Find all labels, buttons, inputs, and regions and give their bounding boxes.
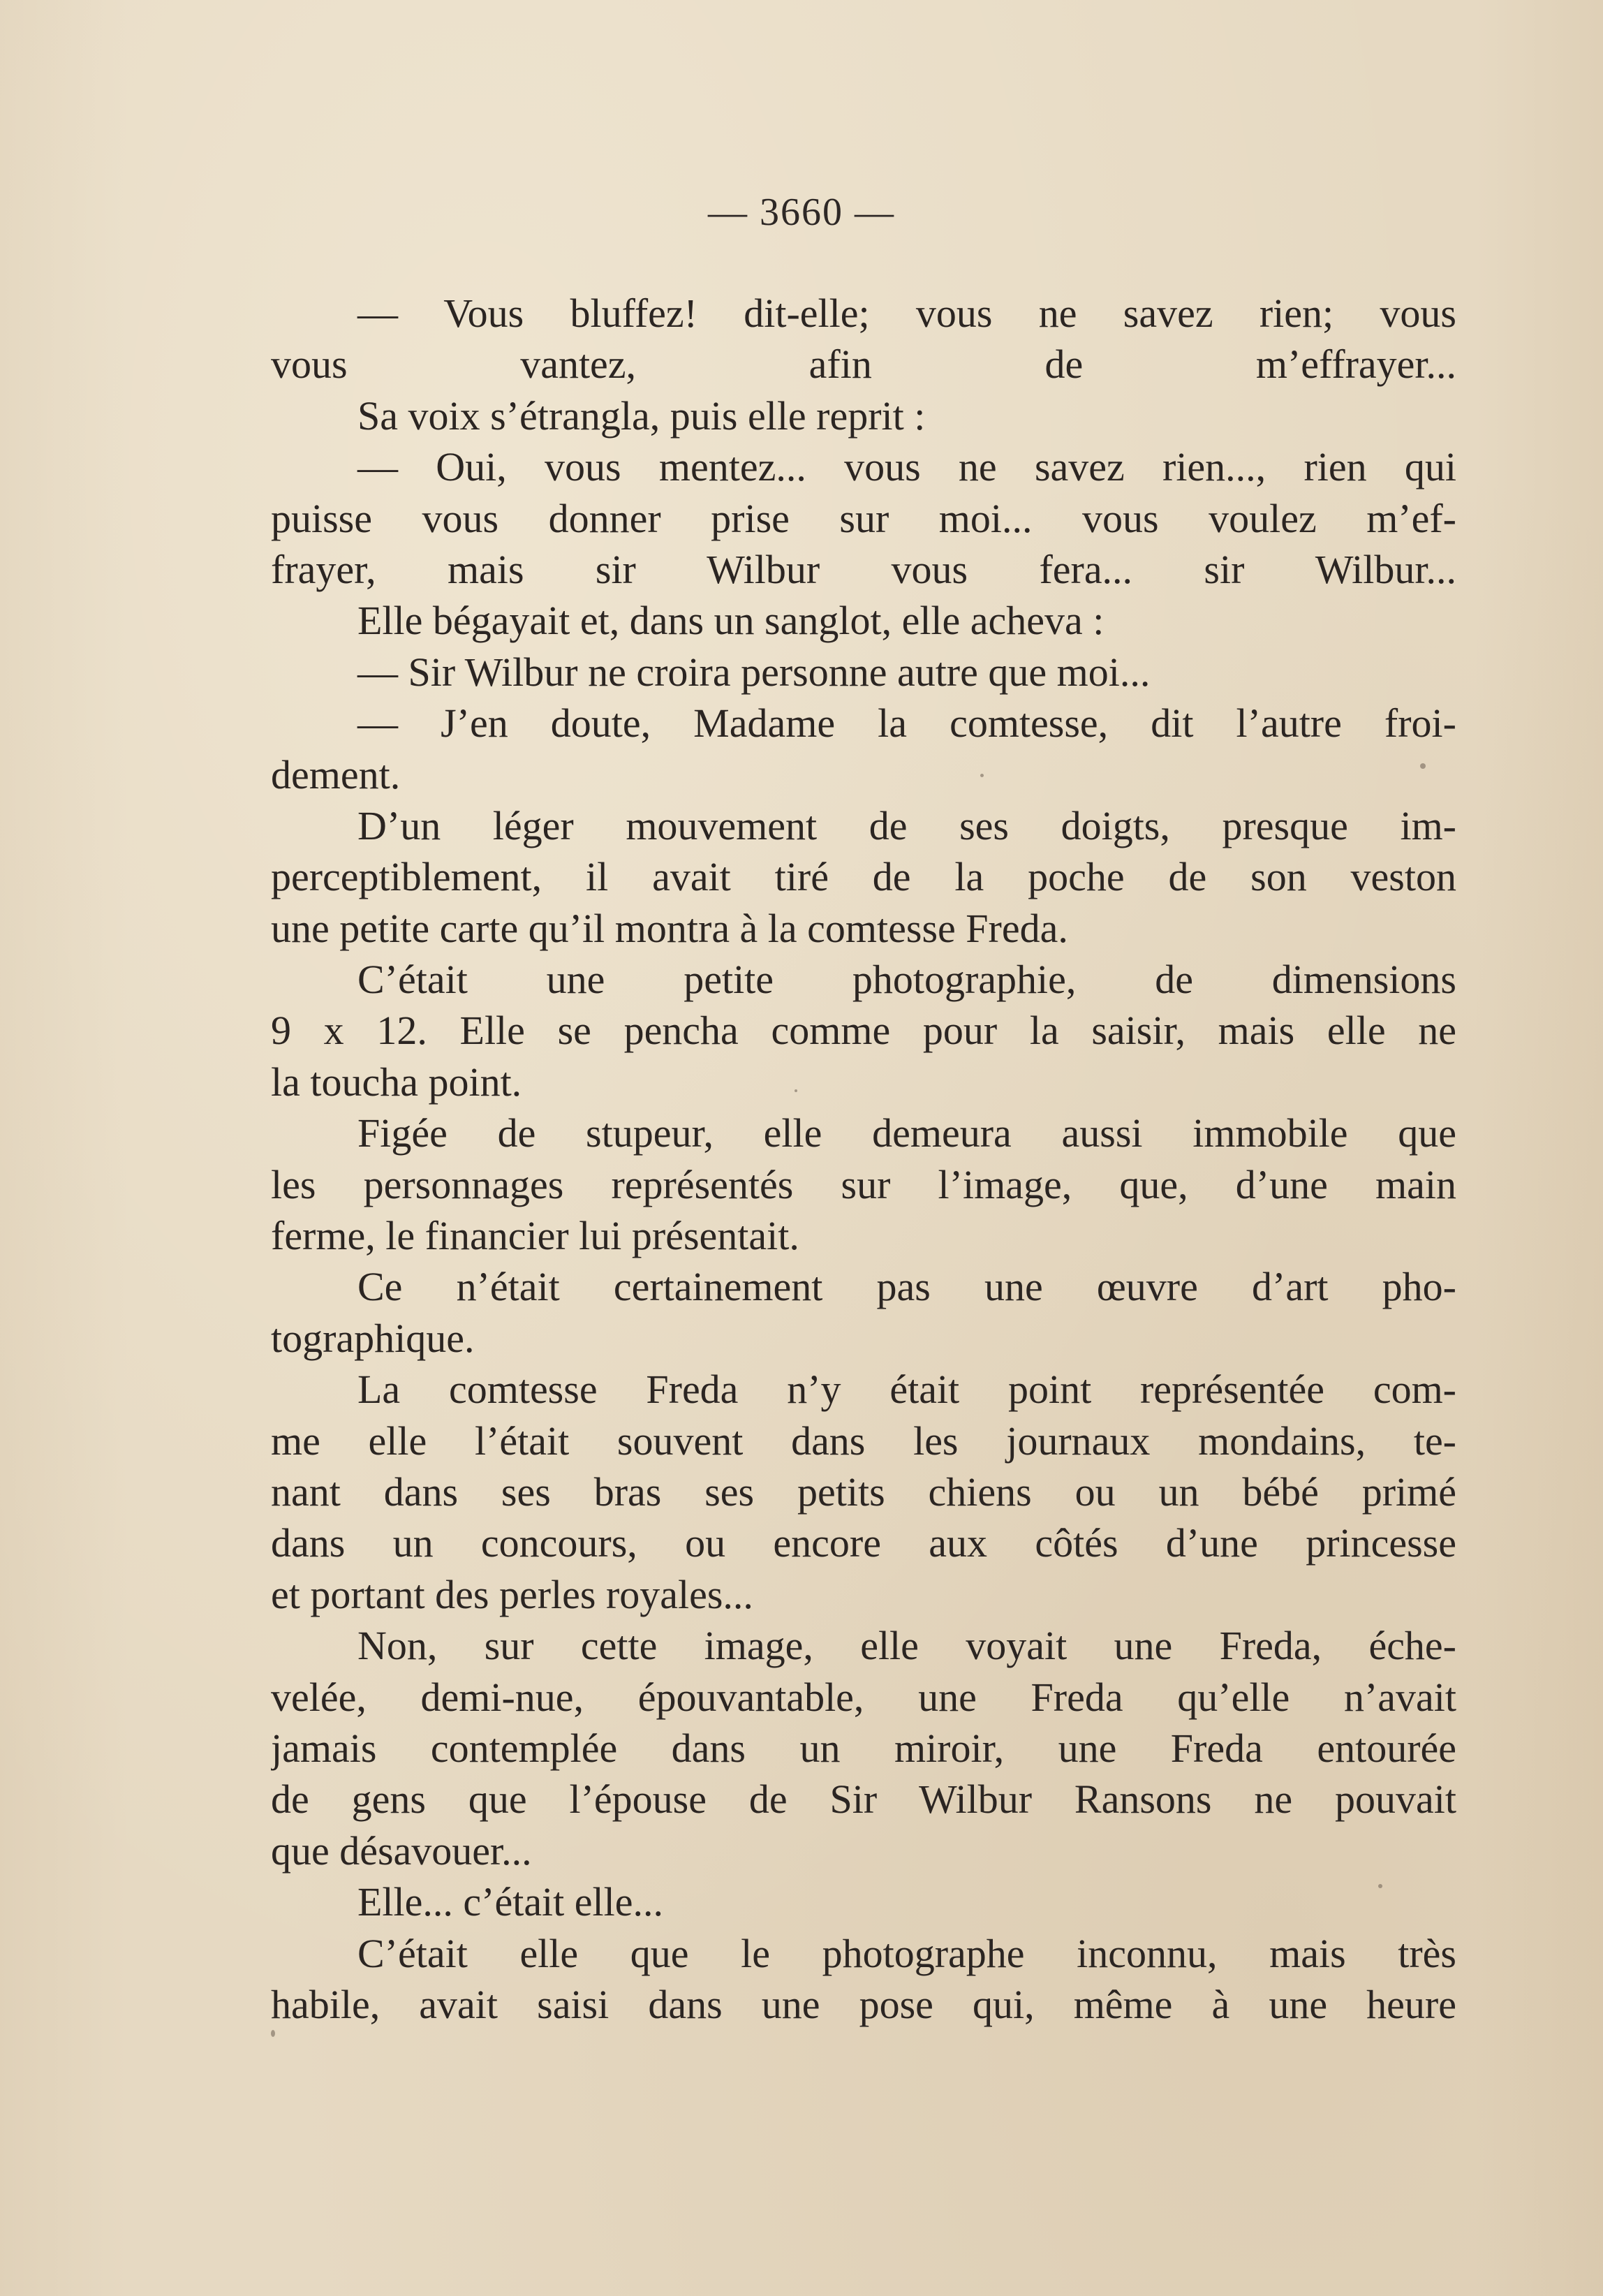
text-line: velée, demi-nue, épouvantable, une Freda qu’elle n’avait bbox=[271, 1674, 1456, 1720]
paper-speck bbox=[795, 1089, 797, 1092]
text-line: Elle bégayait et, dans un sanglot, elle acheva : bbox=[357, 598, 1105, 644]
text-line: me elle l’était souvent dans les journaux mondains, te- bbox=[271, 1418, 1456, 1464]
text-line: perceptiblement, il avait tiré de la poche de son veston bbox=[271, 854, 1456, 900]
text-line: les personnages représentés sur l’image, que, d’une main bbox=[271, 1161, 1456, 1207]
text-line: de gens que l’épouse de Sir Wilbur Ransons ne pouvait bbox=[271, 1776, 1456, 1823]
text-line: ferme, le financier lui présentait. bbox=[271, 1213, 799, 1259]
text-line: — Vous bluffez! dit-elle; vous ne savez rien; vous bbox=[357, 290, 1456, 336]
text-line: et portant des perles royales... bbox=[271, 1571, 753, 1617]
text-line: C’était elle que le photographe inconnu, mais très bbox=[357, 1930, 1456, 1976]
text-line: dans un concours, ou encore aux côtés d’une princesse bbox=[271, 1520, 1456, 1566]
paper-speck bbox=[980, 774, 984, 777]
text-line: C’était une petite photographie, de dimensions bbox=[357, 957, 1456, 1003]
text-line: — Oui, vous mentez... vous ne savez rien..., rien qui bbox=[357, 444, 1456, 490]
text-line: — J’en doute, Madame la comtesse, dit l’autre froi- bbox=[357, 700, 1456, 746]
text-line: Figée de stupeur, elle demeura aussi immobile que bbox=[357, 1110, 1456, 1156]
page-number: — 3660 — bbox=[708, 191, 895, 234]
text-line: Elle... c’était elle... bbox=[357, 1879, 664, 1925]
text-line: nant dans ses bras ses petits chiens ou un bébé primé bbox=[271, 1469, 1456, 1515]
text-line: frayer, mais sir Wilbur vous fera... sir Wilbur... bbox=[271, 546, 1456, 592]
text-line: tographique. bbox=[271, 1315, 475, 1361]
text-line: dement. bbox=[271, 751, 401, 797]
paper-speck bbox=[271, 2030, 275, 2037]
text-line: habile, avait saisi dans une pose qui, même à une heure bbox=[271, 1981, 1456, 2027]
text-line: La comtesse Freda n’y était point représentée com- bbox=[357, 1367, 1456, 1413]
text-line: vous vantez, afin de m’effrayer... bbox=[271, 341, 1456, 388]
text-line: D’un léger mouvement de ses doigts, presque im- bbox=[357, 802, 1456, 848]
body-text bbox=[271, 288, 1456, 2030]
text-line: Ce n’était certainement pas une œuvre d’art pho- bbox=[357, 1264, 1456, 1310]
text-line: une petite carte qu’il montra à la comtesse Freda. bbox=[271, 905, 1068, 951]
text-line: 9 x 12. Elle se pencha comme pour la saisir, mais elle ne bbox=[271, 1008, 1456, 1054]
paper-speck bbox=[1420, 763, 1426, 769]
text-line: Non, sur cette image, elle voyait une Freda, éche- bbox=[357, 1623, 1456, 1669]
paper-speck bbox=[1378, 1884, 1382, 1888]
text-line: que désavouer... bbox=[271, 1827, 532, 1874]
text-line: jamais contemplée dans un miroir, une Freda entourée bbox=[271, 1725, 1456, 1771]
text-line: puisse vous donner prise sur moi... vous voulez m’ef- bbox=[271, 495, 1456, 541]
text-line: Sa voix s’étrangla, puis elle reprit : bbox=[357, 392, 926, 439]
text-line: la toucha point. bbox=[271, 1059, 522, 1105]
text-line: — Sir Wilbur ne croira personne autre que moi... bbox=[357, 649, 1151, 695]
